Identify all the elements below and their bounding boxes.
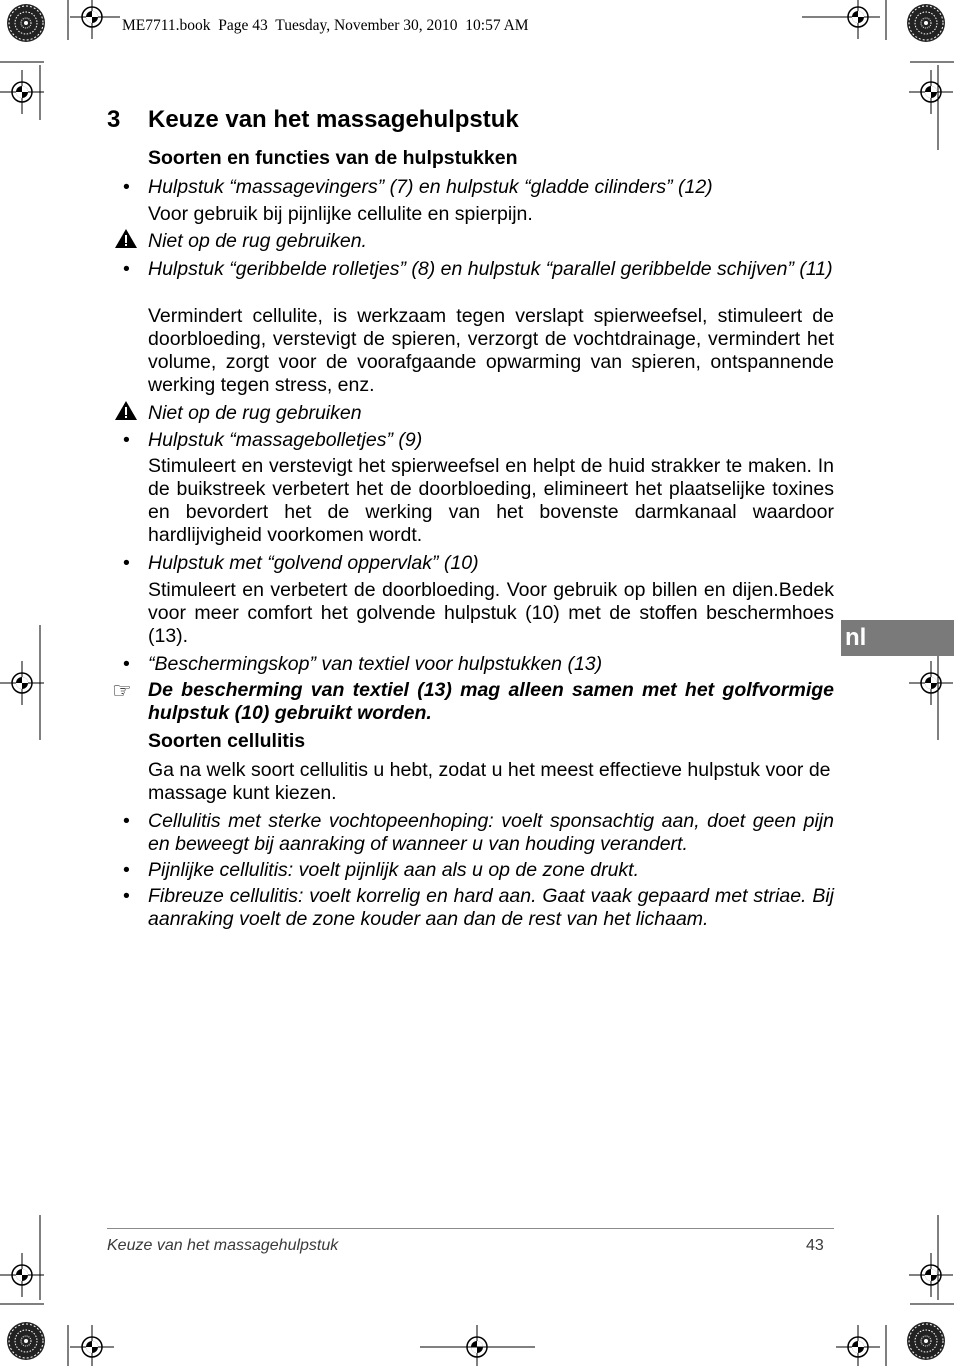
- cellulite-type-3: Fibreuze cellulitis: voelt korrelig en hard aan. Gaat vaak gepaard met striae. Bij aanraking voelt de zone kouder aan dan de rest van het lichaam.: [148, 885, 834, 930]
- cellulite-intro: Ga na welk soort cellulitis u hebt, zodat u het meest effectieve hulpstuk voor de massage kunt kiezen.: [148, 759, 831, 804]
- section-title: Keuze van het massagehulpstuk: [148, 106, 519, 133]
- pointing-hand-icon: ☞: [112, 678, 132, 703]
- crosshair-right-2-icon: [909, 1253, 953, 1297]
- crosshair-right-mid-icon: [909, 661, 953, 705]
- attachment-3-description: Stimuleert en verstevigt het spierweefsel en helpt de huid strakker te maken. In de buikstreek verbetert het de doorbloeding, elimineert het plaatselijke toxines en bevordert het de werking van het bovenste darmkanaal waardoor hardlijvigheid voorkomen wordt.: [148, 455, 834, 546]
- crosshair-bottom-mid-icon: [455, 1325, 499, 1366]
- note-text: De bescherming van textiel (13) mag alleen samen met het golfvormige hulpstuk (10) gebruikt worden.: [148, 679, 834, 724]
- bullet-5: •: [123, 653, 130, 675]
- bullet-6: •: [123, 810, 130, 832]
- attachment-2-name: Hulpstuk “geribbelde rolletjes” (8) en hulpstuk “parallel geribbelde schijven” (11): [148, 258, 833, 280]
- footer-title: Keuze van het massagehulpstuk: [107, 1237, 339, 1254]
- language-tab: nl: [841, 620, 954, 656]
- attachment-1-name: Hulpstuk “massagevingers” (7) en hulpstuk “gladde cilinders” (12): [148, 176, 713, 198]
- star-mark-top-right-icon: [907, 4, 945, 42]
- attachment-3-name: Hulpstuk “massagebolletjes” (9): [148, 429, 423, 451]
- crosshair-left-2-icon: [0, 1253, 44, 1297]
- print-header: ME7711.book Page 43 Tuesday, November 30, 2010 10:57 AM: [122, 17, 529, 34]
- attachment-2-warning: Niet op de rug gebruiken: [148, 402, 362, 424]
- bullet-8: •: [123, 885, 130, 907]
- bullet-4: •: [123, 552, 130, 574]
- bullet-7: •: [123, 859, 130, 881]
- attachment-1-warning: Niet op de rug gebruiken.: [148, 230, 367, 252]
- bullet-3: •: [123, 429, 130, 451]
- crosshair-left-1-icon: [0, 70, 44, 114]
- star-mark-bottom-left-icon: [7, 1322, 45, 1360]
- cellulite-type-2: Pijnlijke cellulitis: voelt pijnlijk aan als u op de zone drukt.: [148, 859, 640, 881]
- subheading-cellulite: Soorten cellulitis: [148, 730, 306, 752]
- section-heading: [107, 106, 519, 134]
- crosshair-bottom-2-icon: [836, 1325, 880, 1366]
- attachment-4-name: Hulpstuk met “golvend oppervlak” (10): [148, 552, 479, 574]
- page-number: 43: [806, 1237, 824, 1254]
- attachment-4-description: Stimuleert en verbetert de doorbloeding. Voor gebruik op billen en dijen.Bedek voor meer comfort het golvende hulpstuk (10) met de stoffen beschermhoes (13).: [148, 579, 834, 647]
- crosshair-top-1-icon: [70, 0, 114, 39]
- star-mark-top-left-icon: [7, 4, 45, 42]
- bullet-1: •: [123, 176, 130, 198]
- attachment-2-description: Vermindert cellulite, is werkzaam tegen verslapt spierweefsel, stimuleert de doorbloeding, verstevigt de spieren, verzorgt de vochtdrainage, vermindert het volume, zorgt voor de voorafgaande opwarming van spieren, ontspannende werking tegen stress, enz.: [148, 305, 834, 396]
- section-number: 3: [107, 106, 121, 133]
- crosshair-right-1-icon: [909, 70, 953, 114]
- warning-triangle-icon: [114, 228, 138, 250]
- footer-divider: [107, 1228, 834, 1229]
- subheading-types: Soorten en functies van de hulpstukken: [148, 147, 518, 169]
- star-mark-bottom-right-icon: [907, 1322, 945, 1360]
- cellulite-type-1: Cellulitis met sterke vochtopeenhoping: voelt sponsachtig aan, doet geen pijn en beweegt bij aanraking of wanneer u van houding verandert.: [148, 810, 834, 855]
- attachment-1-description: Voor gebruik bij pijnlijke cellulite en spierpijn.: [148, 203, 533, 225]
- crosshair-bottom-1-icon: [70, 1325, 114, 1366]
- crosshair-left-mid-icon: [0, 661, 44, 705]
- attachment-5-name: “Beschermingskop” van textiel voor hulpstukken (13): [148, 653, 603, 675]
- bullet-2: •: [123, 258, 130, 280]
- crosshair-top-2-icon: [836, 0, 880, 39]
- warning-triangle-icon: [114, 400, 138, 422]
